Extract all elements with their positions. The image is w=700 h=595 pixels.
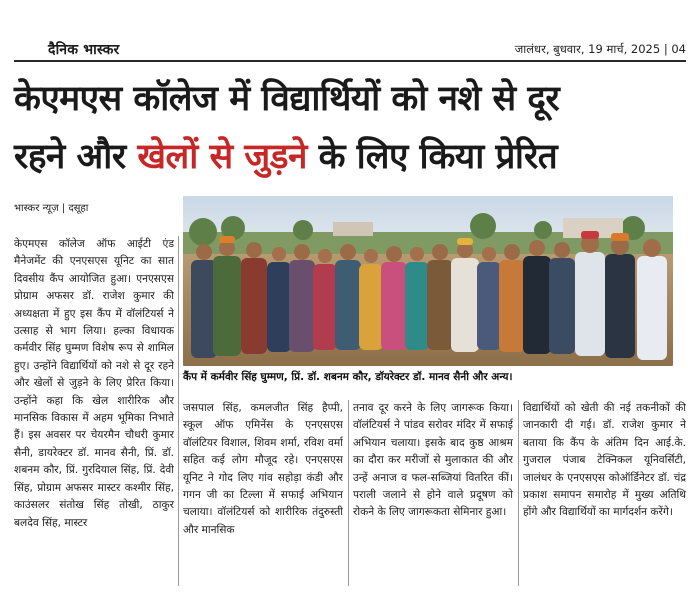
column-divider-2 bbox=[348, 400, 349, 586]
newspaper-brand: दैनिक भास्कर bbox=[48, 42, 120, 58]
group-photo-illustration bbox=[183, 196, 673, 366]
news-photo bbox=[183, 196, 673, 366]
column-4-text: विद्यार्थियों को खेती की नई तकनीकों की जानकारी दी गई। डॉ. राजेश कुमार ने बताया कि कैंप के अंतिम दिन आई.के. गुजराल पंजाब टेक्निकल यूनिवर्सिटी, जालंधर के एनएसएस कोऑर्डिनेटर डॉ. चंद्र प्रकाश समापन समारोह में मुख्य अतिथि होंगे और विद्यार्थियों का मार्गदर्शन करेंगे। bbox=[523, 402, 686, 519]
column-divider-1 bbox=[178, 236, 179, 586]
top-rule bbox=[14, 60, 686, 62]
article-column-4 bbox=[523, 400, 686, 586]
headline bbox=[14, 70, 686, 186]
headline-line-1: केएमएस कॉलेज में विद्यार्थियों को नशे से दूर bbox=[14, 79, 560, 119]
column-divider-3 bbox=[518, 400, 519, 586]
column-3-text: तनाव दूर करने के लिए जागरूक किया। वॉलंटियर्स ने पांडव सरोवर मंदिर में सफाई अभियान चलाया। इसके बाद कुष्ठ आश्रम का दौरा कर मरीजों से मुलाकात की और उन्हें अनाज व फल-सब्जियां वितरित कीं। पराली जलाने से होने वाले प्रदूषण को रोकने के लिए जागरूकता सेमिनार हुआ। bbox=[353, 402, 513, 519]
column-2-text: जसपाल सिंह, कमलजीत सिंह हैप्पी, स्कूल ऑफ एमिनेंस के एनएसएस वॉलंटियर विशाल, शिवम शर्मा, रविश वर्मा सहित कई लोग मौजूद रहे। एनएसएस यूनिट ने गोद लिए गांव सहोड़ा कंडी और गगन जी का टिल्ला में सफाई अभियान चलाया। वॉलंटियर्स को शारीरिक तंदुरुस्ती और मानसिक bbox=[183, 402, 343, 536]
headline-line-2-start: रहने और bbox=[14, 137, 138, 177]
article-column-2 bbox=[183, 400, 343, 586]
byline: भास्कर न्यूज़ | दसूहा bbox=[14, 203, 89, 214]
headline-line-2 bbox=[14, 128, 686, 186]
masthead bbox=[14, 40, 686, 58]
photo-caption: कैंप में कर्मवीर सिंह घुम्मण, प्रिं. डॉ. शबनम कौर, डॉयरेक्टर डॉ. मानव सैनी और अन्य। bbox=[183, 371, 513, 383]
article-column-3 bbox=[353, 400, 513, 586]
column-1-text: केएमएस कॉलेज ऑफ आईटी एंड मैनेजमेंट की एनएसएस यूनिट का सात दिवसीय कैंप आयोजित हुआ। एनएसएस प्रोग्राम अफसर डॉ. राजेश कुमार की अध्यक्षता में हुए इस कैंप में वॉलंटियर्स ने उत्साह से भाग लिया। हल्का विधायक कर्मवीर सिंह घुम्मण विशेष रूप से शामिल हुए। उन्होंने विद्यार्थियों को नशे से दूर रहने और खेलों से जुड़ने के लिए प्रेरित किया। उन्होंने कहा कि खेल शारीरिक और मानसिक विकास में अहम भूमिका निभाते हैं। इस अवसर पर चेयरमैन चौधरी कुमार सैनी, डायरेक्टर डॉ. मानव सैनी, प्रिं. डॉ. शबनम कौर, प्रिं. गुरदियाल सिंह, प्रिं. देवी सिंह, प्रोग्राम अफसर मास्टर कश्मीर सिंह, काउंसलर संतोख सिंह तोखी, ठाकुर बलदेव सिंह, मास्टर bbox=[14, 238, 174, 529]
dateline: जालंधर, बुधवार, 19 मार्च, 2025 | 04 bbox=[514, 42, 686, 56]
headline-line-2-end: के लिए किया प्रेरित bbox=[306, 137, 558, 177]
article-column-1 bbox=[14, 236, 174, 586]
headline-highlight: खेलों से जुड़ने bbox=[137, 137, 307, 177]
